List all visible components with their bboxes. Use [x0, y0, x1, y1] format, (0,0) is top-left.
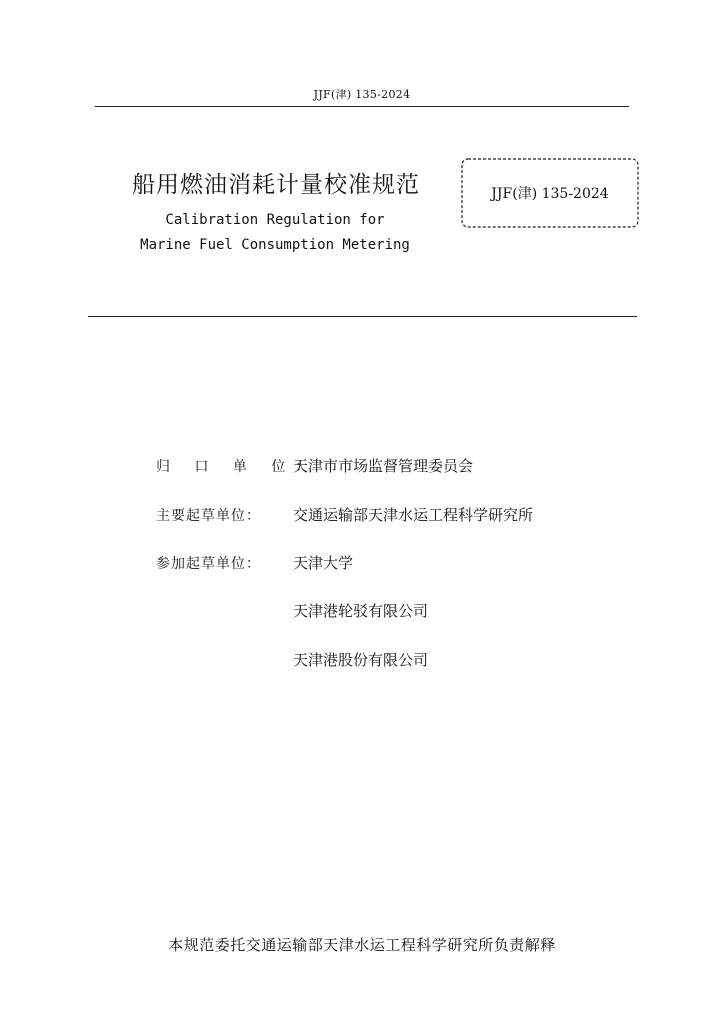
participating-unit-label: 参加起草单位：: [156, 556, 261, 572]
title-english-line1: Calibration Regulation for: [165, 212, 385, 228]
footer-note: 本规范委托交通运输部天津水运工程科学研究所负责解释: [168, 936, 556, 954]
main-drafting-unit-value: 交通运输部天津水运工程科学研究所: [293, 506, 534, 524]
code-box-text: JJF(津) 135-2024: [491, 186, 609, 202]
centralized-unit-label: 归 口 单 位：: [156, 459, 320, 475]
participating-unit-value-1: 天津大学: [293, 554, 354, 572]
main-rule: [88, 316, 637, 317]
participating-unit-value-3: 天津港股份有限公司: [293, 651, 429, 669]
header-rule: [95, 106, 629, 107]
centralized-unit-value: 天津市市场监督管理委员会: [293, 457, 474, 475]
title-english-line2: Marine Fuel Consumption Metering: [140, 237, 410, 253]
title-chinese: 船用燃油消耗计量校准规范: [132, 172, 420, 198]
code-box: [460, 157, 640, 229]
participating-unit-value-2: 天津港轮驳有限公司: [293, 602, 429, 620]
main-drafting-unit-label: 主要起草单位：: [156, 508, 261, 524]
header-code: JJF(津) 135-2024: [313, 88, 411, 101]
